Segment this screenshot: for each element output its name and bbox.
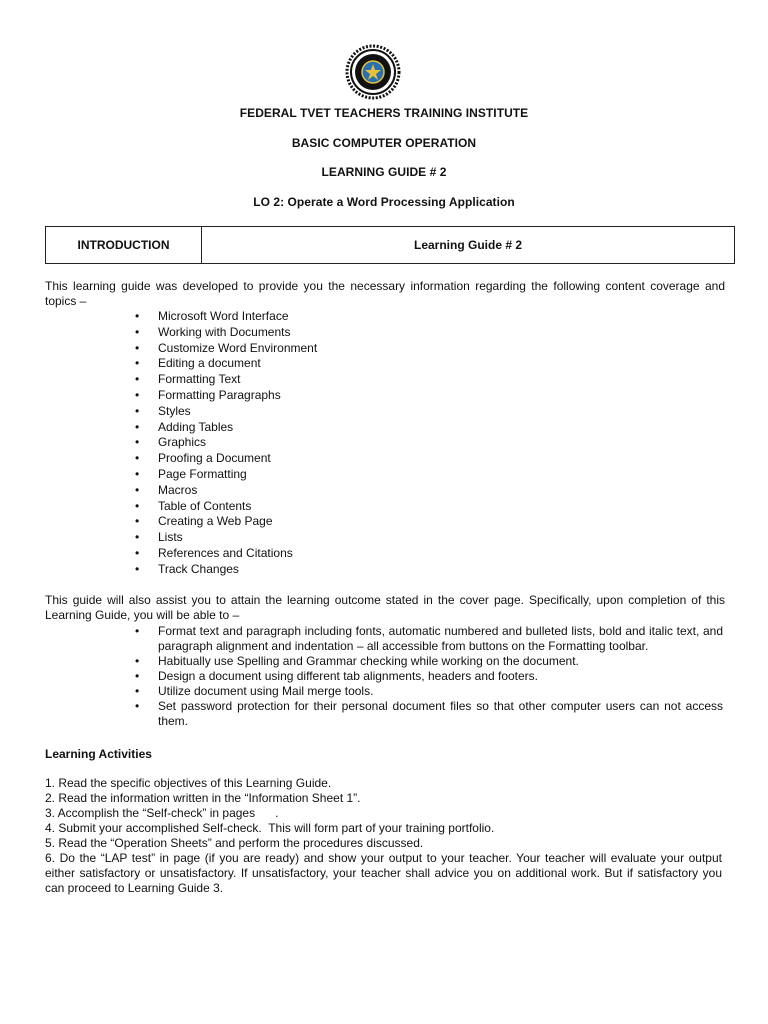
learning-outcome-title: LO 2: Operate a Word Processing Application (253, 195, 515, 209)
list-item: 4. Submit your accomplished Self-check. This will form part of your training portfolio. (45, 821, 495, 835)
list-item (0, 483, 317, 499)
list-item (0, 562, 317, 578)
list-item: 3. Accomplish the “Self-check” in pages . (45, 806, 279, 820)
list-item: 1. Read the specific objectives of this Learning Guide. (45, 776, 332, 790)
topics-list (0, 309, 317, 578)
bullet-icon: • (135, 545, 140, 560)
topic-label: Proofing a Document (158, 451, 271, 466)
bullet-icon: • (135, 451, 140, 466)
objective-text: Format text and paragraph including fonts, automatic numbered and bulleted lists, bold and italic text, and paragraph alignment and indentation – all accessible from buttons on the Formatting toolbar. (158, 624, 723, 653)
institute-name: FEDERAL TVET TEACHERS TRAINING INSTITUTE (239, 106, 529, 120)
topic-label: Macros (158, 482, 198, 497)
topic-label: Lists (158, 530, 183, 545)
topic-label: Graphics (158, 435, 207, 450)
institute-seal-icon (345, 44, 401, 100)
bullet-icon: • (135, 530, 140, 545)
list-item (0, 624, 723, 654)
bullet-icon: • (135, 372, 140, 387)
list-item (0, 699, 723, 729)
topic-label: Customize Word Environment (158, 340, 318, 355)
bullet-icon: • (135, 435, 140, 450)
bullet-icon: • (135, 669, 140, 683)
bullet-icon: • (135, 624, 140, 638)
bullet-icon: • (135, 514, 140, 529)
topic-label: Styles (158, 403, 191, 418)
bullet-icon: • (135, 403, 140, 418)
topic-label: Microsoft Word Interface (158, 309, 289, 323)
objective-text: Habitually use Spelling and Grammar checking while working on the document. (158, 654, 579, 668)
list-item (0, 404, 317, 420)
topic-label: Adding Tables (158, 419, 234, 434)
topic-label: Creating a Web Page (158, 514, 273, 529)
topic-label: Table of Contents (158, 498, 252, 513)
topic-label: Track Changes (158, 561, 239, 576)
bullet-icon: • (135, 340, 140, 355)
bullet-icon: • (135, 356, 140, 371)
list-item (0, 467, 317, 483)
intro-table-right-cell: Learning Guide # 2 (413, 238, 523, 252)
bullet-icon: • (135, 684, 140, 698)
list-item (0, 499, 317, 515)
objectives-list (0, 624, 723, 729)
list-item (0, 435, 317, 451)
topic-label: Formatting Paragraphs (158, 387, 281, 402)
learning-activities-title: Learning Activities (45, 747, 152, 761)
list-item (0, 451, 317, 467)
list-item (0, 356, 317, 372)
topic-label: References and Citations (158, 545, 293, 560)
list-item (0, 309, 317, 325)
bullet-icon: • (135, 654, 140, 668)
list-item (0, 341, 317, 357)
intro-table-left-cell: INTRODUCTION (46, 227, 202, 263)
bullet-icon: • (135, 561, 140, 576)
objective-text: Set password protection for their personal document files so that other computer users can not access them. (158, 699, 723, 728)
topic-label: Editing a document (158, 356, 261, 371)
activities-list (45, 776, 726, 896)
list-item: 5. Read the “Operation Sheets” and perform the procedures discussed. (45, 836, 424, 850)
bullet-icon: • (135, 309, 140, 323)
list-item (0, 514, 317, 530)
list-item (0, 372, 317, 388)
list-item (0, 669, 723, 684)
list-item (0, 388, 317, 404)
intro-paragraph: This learning guide was developed to provide you the necessary information regarding the following content coverage and topics – (45, 279, 725, 308)
objective-text: Design a document using different tab alignments, headers and footers. (158, 669, 539, 683)
bullet-icon: • (135, 699, 140, 713)
bullet-icon: • (135, 466, 140, 481)
list-item (0, 684, 723, 699)
outcome-paragraph: This guide will also assist you to attain the learning outcome stated in the cover page. Specifically, upon completion of this Learning Guide, you will be able to – (45, 593, 725, 622)
guide-title: LEARNING GUIDE # 2 (321, 165, 447, 179)
objective-text: Utilize document using Mail merge tools. (158, 684, 374, 698)
topic-label: Page Formatting (158, 466, 247, 481)
list-item (0, 420, 317, 436)
list-item (0, 530, 317, 546)
topic-label: Formatting Text (158, 372, 241, 387)
list-item (0, 654, 723, 669)
bullet-icon: • (135, 498, 140, 513)
bullet-icon: • (135, 419, 140, 434)
bullet-icon: • (135, 387, 140, 402)
list-item: 2. Read the information written in the “Information Sheet 1”. (45, 791, 361, 805)
intro-table (45, 226, 735, 264)
topic-label: Working with Documents (158, 324, 291, 339)
bullet-icon: • (135, 324, 140, 339)
bullet-icon: • (135, 482, 140, 497)
course-title: BASIC COMPUTER OPERATION (291, 136, 477, 150)
list-item (0, 325, 317, 341)
list-item: 6. Do the “LAP test” in page (if you are ready) and show your output to your teacher. Your teacher will evaluate your output either satisfactory or unsatisfactory. If unsatisfactory, your teacher shall advice you on additional work. But if satisfactory you can proceed to Learning Guide 3. (45, 851, 726, 895)
list-item (0, 546, 317, 562)
